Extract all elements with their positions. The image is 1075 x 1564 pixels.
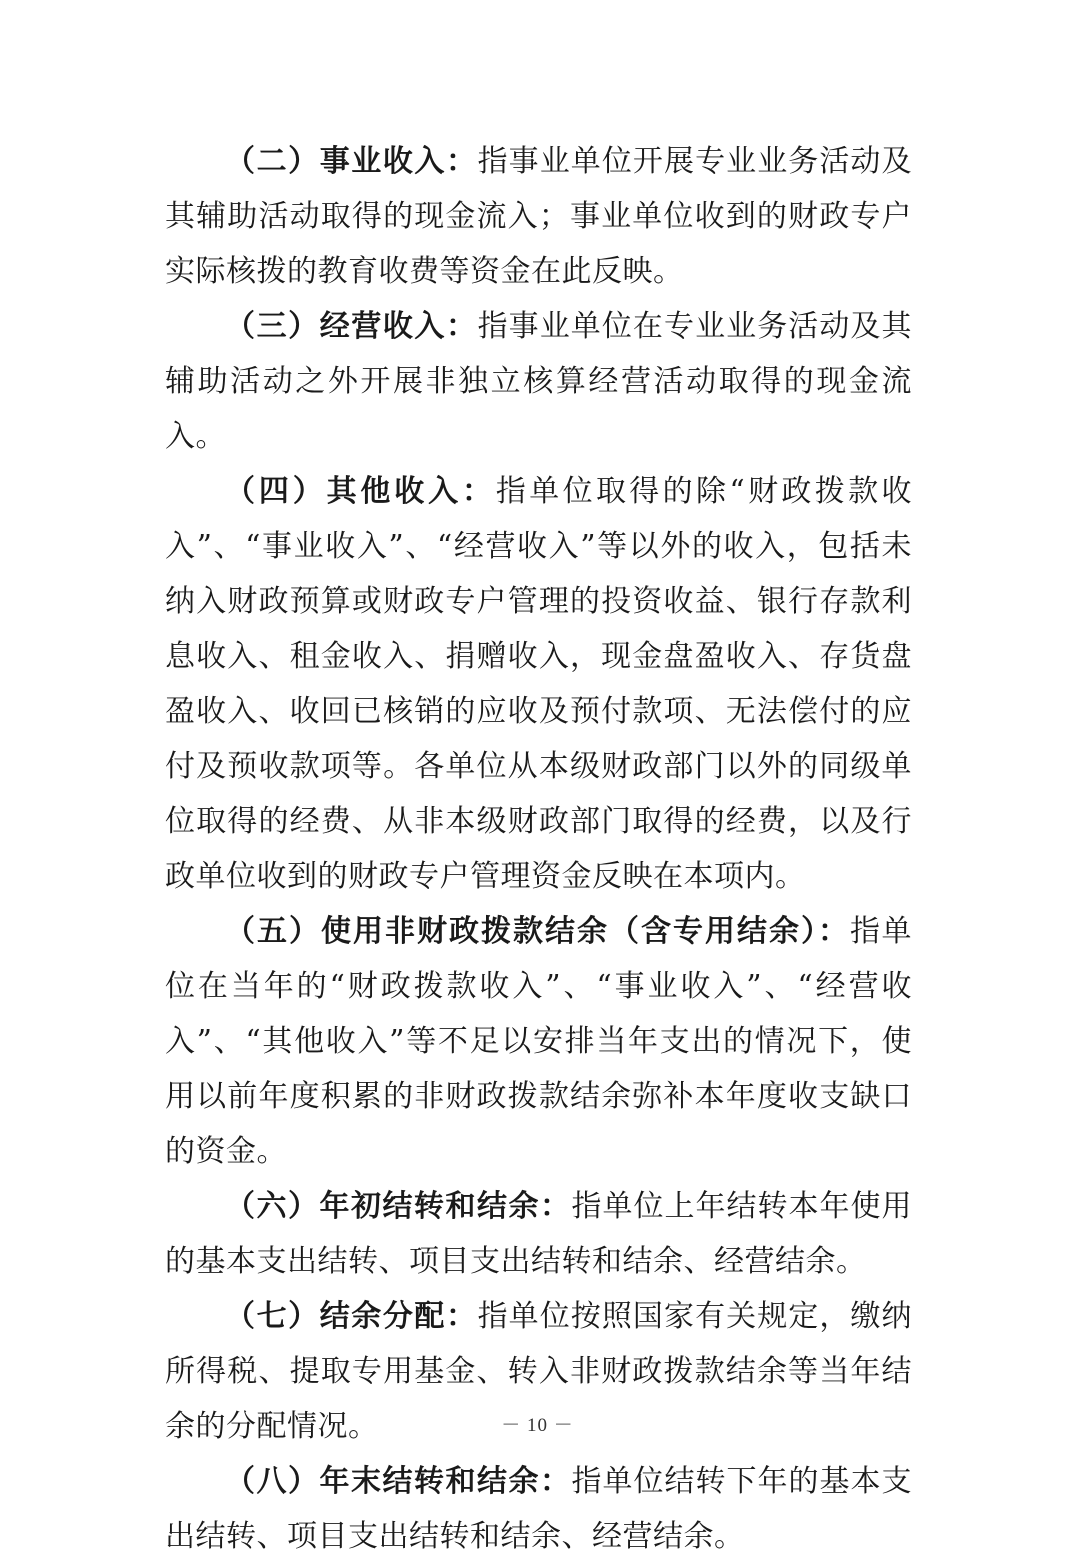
paragraph-operating-income bbox=[165, 299, 912, 464]
paragraph-heading: （四）其他收入： bbox=[225, 474, 496, 509]
paragraph-heading: （三）经营收入： bbox=[225, 309, 478, 344]
paragraph-business-income bbox=[165, 134, 912, 299]
paragraph-heading: （二）事业收入： bbox=[225, 144, 478, 179]
paragraph-opening-carryover bbox=[165, 1179, 912, 1289]
paragraph-text: 指事业单位在专业业务活动及其辅助活动之外开展非独立核算经营活动取得的现金流入。 bbox=[165, 309, 913, 454]
paragraph-text: 指单位结转下年的基本支出结转、项目支出结转和结余、经营结余。 bbox=[165, 1464, 912, 1554]
paragraph-heading: （八）年末结转和结余： bbox=[225, 1464, 572, 1499]
page-number: － 10 － bbox=[501, 1415, 574, 1436]
paragraph-non-fiscal-balance-use bbox=[165, 904, 912, 1179]
paragraph-other-income bbox=[165, 464, 912, 904]
paragraph-text: 指单位取得的除“财政拨款收入”、“事业收入”、“经营收入”等以外的收入，包括未纳入财政预算或财政专户管理的投资收益、银行存款利息收入、租金收入、捐赠收入，现金盘盈收入、存货盘盈收入、收回已核销的应收及预付款项、无法偿付的应付及预收款项等。各单位从本级财政部门以外的同级单位取得的经费、从非本级财政部门取得的经费，以及行政单位收到的财政专户管理资金反映在本项内。 bbox=[165, 474, 913, 894]
paragraph-text: 指单位按照国家有关规定，缴纳所得税、提取专用基金、转入非财政拨款结余等当年结余的分配情况。 bbox=[165, 1299, 913, 1444]
paragraph-heading: （七）结余分配： bbox=[225, 1299, 478, 1334]
paragraph-text: 指事业单位开展专业业务活动及其辅助活动取得的现金流入；事业单位收到的财政专户实际核拨的教育收费等资金在此反映。 bbox=[165, 144, 913, 289]
paragraph-text: 指单位上年结转本年使用的基本支出结转、项目支出结转和结余、经营结余。 bbox=[165, 1189, 912, 1279]
paragraph-closing-carryover bbox=[165, 1454, 912, 1564]
paragraph-heading: （六）年初结转和结余： bbox=[225, 1189, 572, 1224]
document-body bbox=[165, 134, 912, 1564]
paragraph-text: 指单位在当年的“财政拨款收入”、“事业收入”、“经营收入”、“其他收入”等不足以安排当年支出的情况下，使用以前年度积累的非财政拨款结余弥补本年度收支缺口的资金。 bbox=[165, 914, 912, 1169]
paragraph-heading: （五）使用非财政拨款结余（含专用结余）： bbox=[225, 914, 850, 949]
